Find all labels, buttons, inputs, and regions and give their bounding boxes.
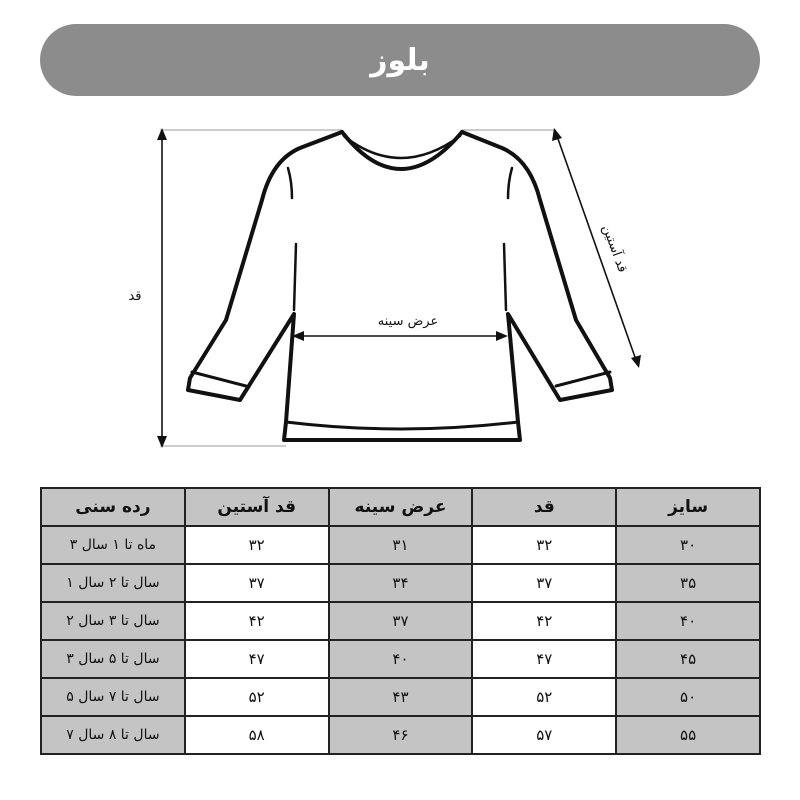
size-table bbox=[40, 487, 761, 755]
cell-chest: ۴۰ bbox=[329, 640, 473, 678]
sleeve-label: قد آستین bbox=[598, 223, 630, 275]
cell-sleeve: ۵۸ bbox=[185, 716, 329, 754]
table-row bbox=[41, 564, 760, 602]
cell-chest: ۴۶ bbox=[329, 716, 473, 754]
table-row bbox=[41, 526, 760, 564]
cell-height: ۳۷ bbox=[472, 564, 616, 602]
cell-chest: ۴۳ bbox=[329, 678, 473, 716]
title-banner bbox=[40, 24, 760, 96]
blouse-drawing bbox=[0, 110, 800, 470]
table-row bbox=[41, 602, 760, 640]
table-row bbox=[41, 640, 760, 678]
header-chest: عرض سینه bbox=[329, 488, 473, 526]
cell-sleeve: ۳۲ bbox=[185, 526, 329, 564]
cell-age: ۳ ماه تا ۱ سال bbox=[41, 526, 185, 564]
cell-chest: ۳۴ bbox=[329, 564, 473, 602]
sleeve-arrow bbox=[552, 128, 641, 368]
cell-sleeve: ۴۲ bbox=[185, 602, 329, 640]
cell-sleeve: ۴۷ bbox=[185, 640, 329, 678]
table-header-row bbox=[41, 488, 760, 526]
header-size: سایز bbox=[616, 488, 760, 526]
blouse-diagram bbox=[0, 110, 800, 470]
cell-height: ۳۲ bbox=[472, 526, 616, 564]
chest-arrow bbox=[292, 331, 508, 341]
cell-size: ۵۵ bbox=[616, 716, 760, 754]
cell-age: ۱ سال تا ۲ سال bbox=[41, 564, 185, 602]
header-age: رده سنی bbox=[41, 488, 185, 526]
cell-size: ۴۰ bbox=[616, 602, 760, 640]
height-label: قد bbox=[128, 289, 142, 304]
cell-height: ۵۷ bbox=[472, 716, 616, 754]
cell-sleeve: ۳۷ bbox=[185, 564, 329, 602]
cell-size: ۵۰ bbox=[616, 678, 760, 716]
blouse-outline bbox=[188, 132, 612, 440]
table-row bbox=[41, 678, 760, 716]
header-height: قد bbox=[472, 488, 616, 526]
cell-height: ۵۲ bbox=[472, 678, 616, 716]
chest-label: عرض سینه bbox=[377, 314, 439, 329]
header-sleeve: قد آستین bbox=[185, 488, 329, 526]
table-row bbox=[41, 716, 760, 754]
cell-height: ۴۲ bbox=[472, 602, 616, 640]
page-title: بلوز bbox=[370, 42, 430, 78]
cell-size: ۳۵ bbox=[616, 564, 760, 602]
cell-height: ۴۷ bbox=[472, 640, 616, 678]
cell-size: ۴۵ bbox=[616, 640, 760, 678]
cell-chest: ۳۱ bbox=[329, 526, 473, 564]
cell-size: ۳۰ bbox=[616, 526, 760, 564]
cell-age: ۲ سال تا ۳ سال bbox=[41, 602, 185, 640]
height-arrow bbox=[157, 128, 167, 448]
cell-age: ۷ سال تا ۸ سال bbox=[41, 716, 185, 754]
cell-chest: ۳۷ bbox=[329, 602, 473, 640]
cell-age: ۳ سال تا ۵ سال bbox=[41, 640, 185, 678]
cell-age: ۵ سال تا ۷ سال bbox=[41, 678, 185, 716]
cell-sleeve: ۵۲ bbox=[185, 678, 329, 716]
